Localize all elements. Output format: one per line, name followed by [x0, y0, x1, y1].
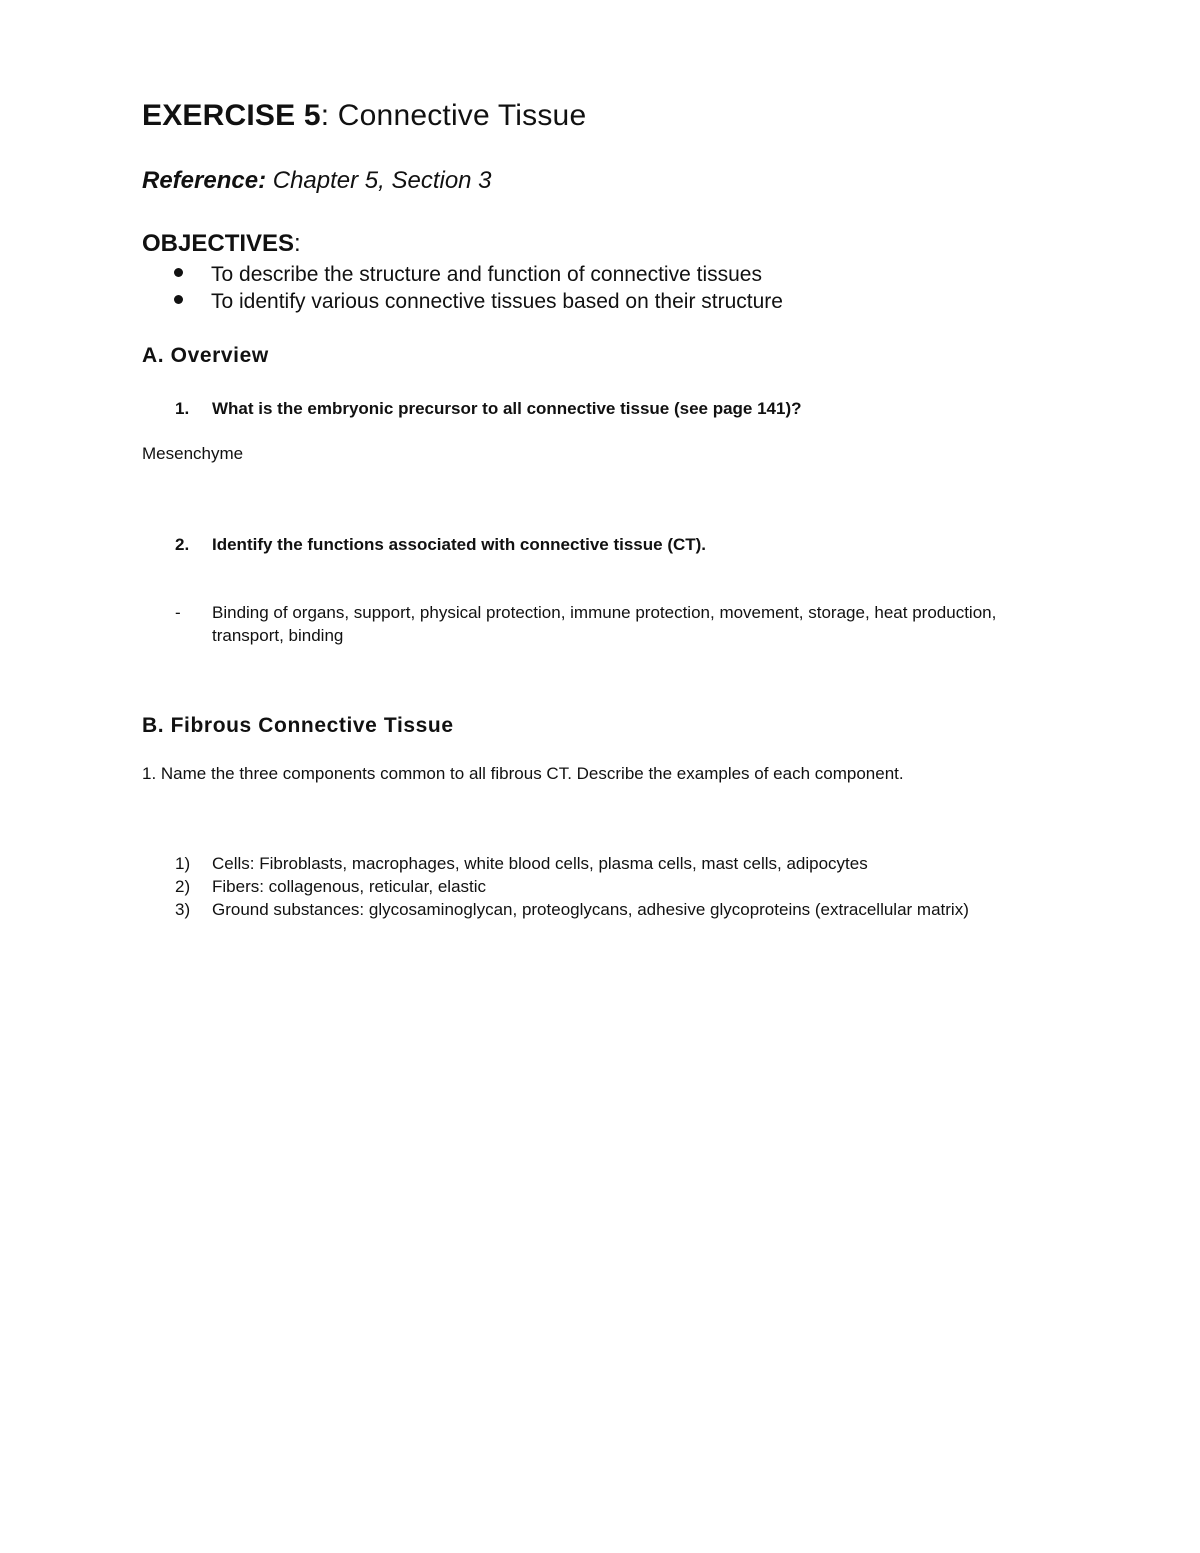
reference-value: Chapter 5, Section 3: [266, 167, 492, 194]
section-a-heading: A. Overview: [142, 344, 269, 367]
component-item: [175, 854, 868, 874]
objective-text: To describe the structure and function of connective tissues: [211, 263, 762, 286]
component-number: 1): [175, 854, 191, 873]
reference-label: Reference:: [142, 167, 267, 194]
section-b-question-1: 1. Name the three components common to all fibrous CT. Describe the examples of each component.: [142, 764, 904, 783]
component-item: [175, 900, 969, 920]
objective-item: [174, 263, 762, 287]
question-text: Identify the functions associated with connective tissue (CT).: [212, 535, 707, 554]
component-text: Fibers: collagenous, reticular, elastic: [212, 877, 487, 896]
section-a-question-2: [175, 535, 706, 555]
bullet-icon: [174, 268, 183, 277]
component-item: [175, 877, 486, 897]
objectives-heading: [142, 230, 301, 258]
component-number: 2): [175, 877, 191, 896]
objectives-heading-colon: :: [294, 230, 301, 257]
component-text: Ground substances: glycosaminoglycan, proteoglycans, adhesive glycoproteins (extracellular matrix): [212, 900, 969, 919]
objectives-heading-bold: OBJECTIVES: [142, 230, 295, 257]
section-a-question-1: [175, 399, 802, 419]
reference-line: [142, 167, 492, 195]
bullet-icon: [174, 295, 183, 304]
question-number: 1.: [175, 399, 190, 418]
section-a-answer-1: Mesenchyme: [142, 444, 244, 463]
question-text: What is the embryonic precursor to all connective tissue (see page 141)?: [212, 399, 802, 418]
page-title: [142, 99, 586, 133]
section-b-heading: B. Fibrous Connective Tissue: [142, 714, 454, 737]
component-number: 3): [175, 900, 191, 919]
title-bold: EXERCISE 5: [142, 99, 321, 132]
component-text: Cells: Fibroblasts, macrophages, white blood cells, plasma cells, mast cells, adipocytes: [212, 854, 868, 873]
answer-text: Binding of organs, support, physical protection, immune protection, movement, storage, heat production, transport, binding: [212, 603, 997, 645]
section-a-answer-2: [175, 601, 1055, 647]
dash-marker: -: [175, 603, 181, 622]
objective-text: To identify various connective tissues based on their structure: [211, 290, 783, 313]
objective-item: [174, 290, 783, 314]
question-number: 2.: [175, 535, 190, 554]
title-rest: : Connective Tissue: [320, 99, 587, 132]
